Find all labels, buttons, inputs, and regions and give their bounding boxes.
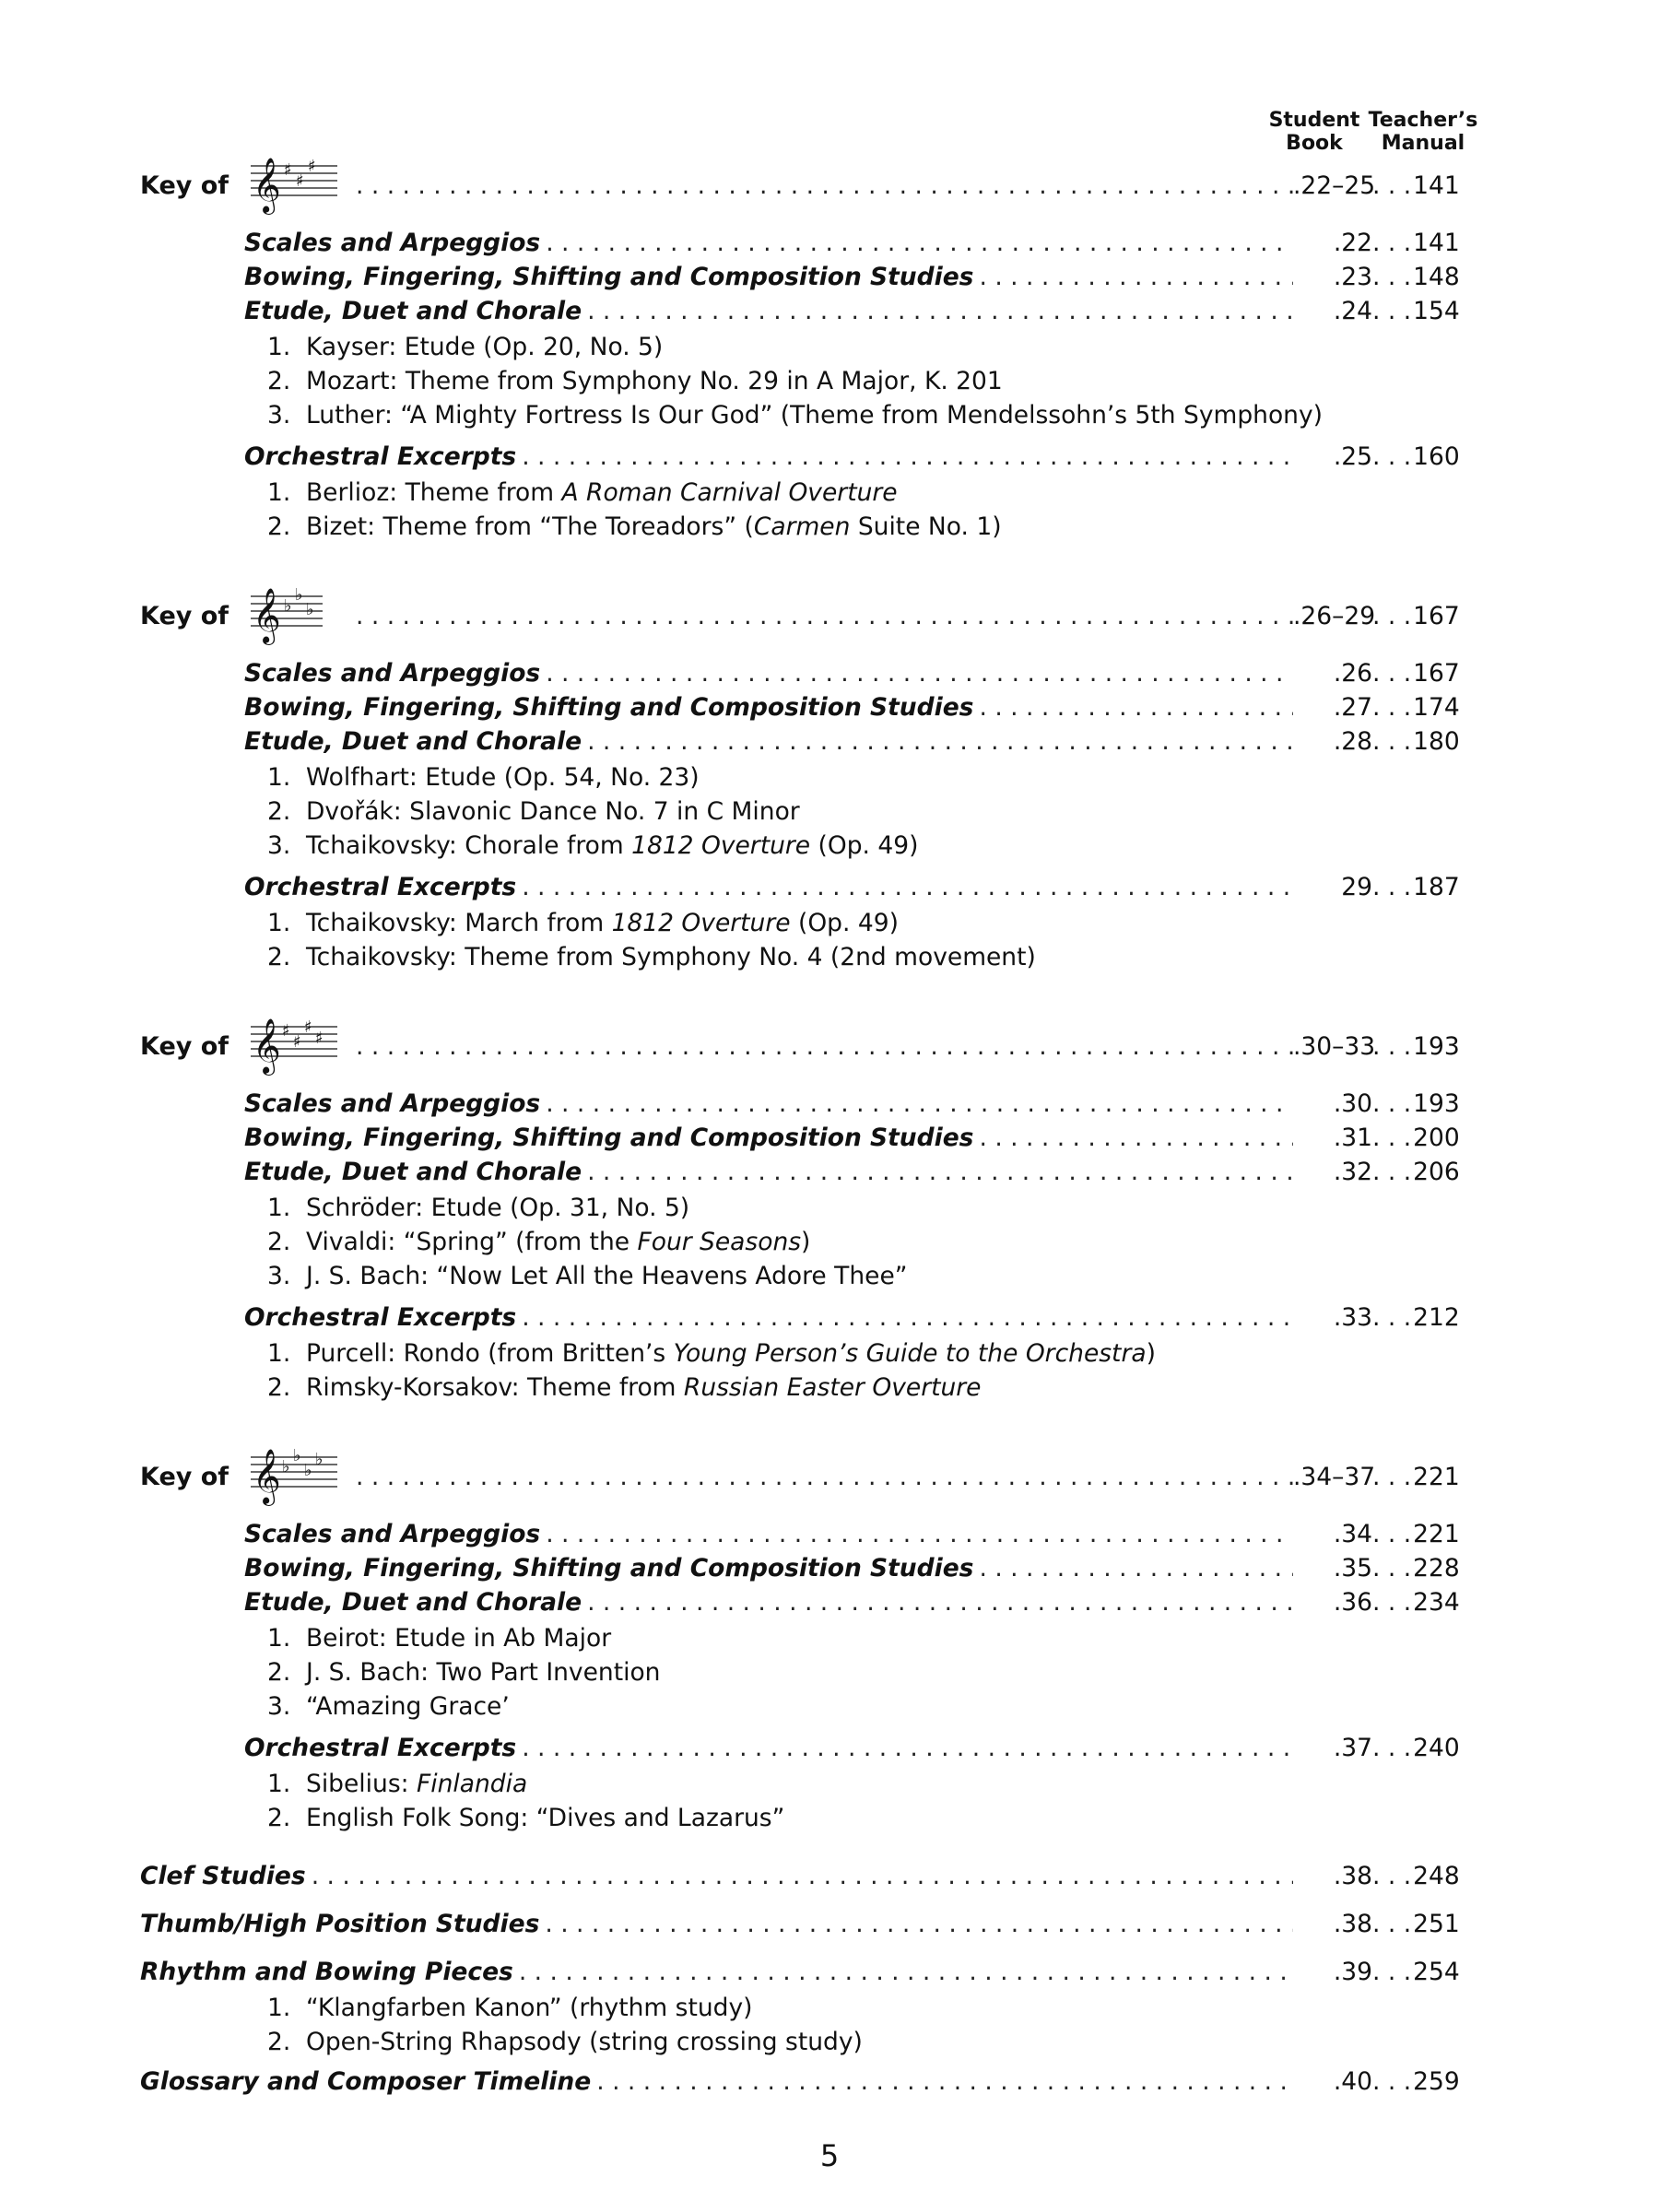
toc-entry-thumb-position[interactable]: Thumb/High Position Studies . . . .38 . . . 251 bbox=[140, 1910, 1452, 1938]
list-item: 2. J. S. Bach: Two Part Invention bbox=[267, 1658, 661, 1687]
list-item: 3. J. S. Bach: “Now Let All the Heavens Adore Thee” bbox=[267, 1262, 908, 1290]
svg-text:♯: ♯ bbox=[284, 160, 292, 180]
key-signature-flats-3-icon bbox=[249, 578, 341, 652]
list-item: 1. Schröder: Etude (Op. 31, No. 5) bbox=[267, 1194, 690, 1222]
etude-list bbox=[267, 330, 1323, 432]
key-signature-sharps-4-icon bbox=[249, 1008, 341, 1082]
list-item: 2. Tchaikovsky: Theme from Symphony No. 4 (2nd movement) bbox=[267, 943, 1036, 971]
svg-text:♭: ♭ bbox=[315, 1450, 324, 1469]
key-section-header bbox=[140, 578, 1460, 652]
svg-text:♭: ♭ bbox=[304, 1461, 312, 1480]
toc-entry-clef-studies[interactable]: Clef Studies . . . .38 . . . 248 bbox=[140, 1862, 1452, 1890]
list-item: 1. Sibelius: Finlandia bbox=[267, 1770, 528, 1798]
key-pages-row[interactable]: . . . .26–29 . . . 167 bbox=[350, 602, 1452, 630]
key-section-header bbox=[140, 1439, 1460, 1512]
svg-text:𝄞: 𝄞 bbox=[253, 588, 281, 643]
key-pages-row[interactable]: . . . .34–37 . . . 221 bbox=[350, 1463, 1452, 1491]
toc-entry-scales[interactable]: Scales and Arpeggios . . . .30 . . . 193 bbox=[244, 1089, 1452, 1118]
list-item: 1. Beirot: Etude in Ab Major bbox=[267, 1624, 612, 1653]
key-label: Key of bbox=[140, 1463, 229, 1491]
orchestral-list bbox=[267, 1767, 784, 1835]
toc-entry-etude[interactable]: Etude, Duet and Chorale . . . .24 . . . 154 bbox=[244, 297, 1452, 325]
list-item: 1. Tchaikovsky: March from 1812 Overture (Op. 49) bbox=[267, 909, 899, 937]
toc-entry-bowing[interactable]: Bowing, Fingering, Shifting and Composition Studies . . . .35 . . . 228 bbox=[244, 1554, 1452, 1583]
toc-entry-rhythm-bowing[interactable]: Rhythm and Bowing Pieces . . . .39 . . . 254 bbox=[140, 1958, 1452, 1986]
list-item: 2. Bizet: Theme from “The Toreadors” (Carmen Suite No. 1) bbox=[267, 512, 1002, 541]
key-label: Key of bbox=[140, 171, 229, 200]
list-item: 3. Luther: “A Mighty Fortress Is Our God” (Theme from Mendelssohn’s 5th Symphony) bbox=[267, 401, 1323, 429]
svg-text:♯: ♯ bbox=[304, 1018, 312, 1037]
toc-entry-scales[interactable]: Scales and Arpeggios . . . .22 . . . 141 bbox=[244, 229, 1452, 257]
list-item: 2. Dvořák: Slavonic Dance No. 7 in C Minor bbox=[267, 797, 800, 826]
list-item: 2. Vivaldi: “Spring” (from the Four Seasons) bbox=[267, 1228, 811, 1256]
svg-text:♭: ♭ bbox=[295, 585, 303, 605]
page-number: 5 bbox=[819, 2138, 840, 2173]
toc-entry-bowing[interactable]: Bowing, Fingering, Shifting and Composition Studies . . . .23 . . . 148 bbox=[244, 263, 1452, 291]
toc-entry-scales[interactable]: Scales and Arpeggios . . . .34 . . . 221 bbox=[244, 1520, 1452, 1548]
svg-text:♯: ♯ bbox=[293, 1032, 301, 1052]
toc-entry-glossary[interactable]: Glossary and Composer Timeline . . . .40 . . . 259 bbox=[140, 2067, 1452, 2096]
toc-entry-etude[interactable]: Etude, Duet and Chorale . . . .28 . . . 180 bbox=[244, 727, 1452, 756]
etude-list bbox=[267, 760, 918, 863]
etude-list bbox=[267, 1191, 907, 1293]
svg-text:♯: ♯ bbox=[282, 1021, 290, 1041]
toc-entry-etude[interactable]: Etude, Duet and Chorale . . . .36 . . . 234 bbox=[244, 1588, 1452, 1617]
key-label: Key of bbox=[140, 602, 229, 630]
key-signature-flats-4-icon bbox=[249, 1439, 341, 1512]
list-item: 1. Purcell: Rondo (from Britten’s Young Person’s Guide to the Orchestra) bbox=[267, 1339, 1156, 1368]
key-label: Key of bbox=[140, 1032, 229, 1061]
key-section-header bbox=[140, 1008, 1460, 1082]
list-item: 3. Tchaikovsky: Chorale from 1812 Overture (Op. 49) bbox=[267, 831, 919, 860]
svg-text:♭: ♭ bbox=[306, 600, 314, 619]
svg-text:♯: ♯ bbox=[296, 171, 304, 191]
key-signature-sharps-3-icon bbox=[249, 147, 341, 221]
teachers-manual-header: Teacher’s Manual bbox=[1368, 109, 1478, 155]
list-item: 2. Rimsky-Korsakov: Theme from Russian Easter Overture bbox=[267, 1373, 982, 1402]
key-pages-row[interactable]: . . . .22–25 . . . 141 bbox=[350, 171, 1452, 200]
svg-text:𝄞: 𝄞 bbox=[253, 158, 281, 213]
list-item: 3. “Amazing Grace’ bbox=[267, 1692, 510, 1721]
svg-text:𝄞: 𝄞 bbox=[253, 1018, 281, 1074]
toc-entry-orchestral[interactable]: Orchestral Excerpts . . . .25 . . . 160 bbox=[244, 442, 1452, 471]
toc-entry-bowing[interactable]: Bowing, Fingering, Shifting and Composition Studies . . . .27 . . . 174 bbox=[244, 693, 1452, 722]
student-book-header: Student Book bbox=[1268, 109, 1360, 155]
toc-entry-scales[interactable]: Scales and Arpeggios . . . .26 . . . 167 bbox=[244, 659, 1452, 688]
key-section-header bbox=[140, 147, 1460, 221]
toc-entry-bowing[interactable]: Bowing, Fingering, Shifting and Composition Studies . . . .31 . . . 200 bbox=[244, 1124, 1452, 1152]
key-pages-row[interactable]: . . . .30–33 . . . 193 bbox=[350, 1032, 1452, 1061]
rhythm-list bbox=[267, 1991, 863, 2059]
list-item: 1. “Klangfarben Kanon” (rhythm study) bbox=[267, 1994, 753, 2022]
svg-text:𝄞: 𝄞 bbox=[253, 1449, 281, 1504]
orchestral-list bbox=[267, 1336, 1156, 1405]
list-item: 1. Kayser: Etude (Op. 20, No. 5) bbox=[267, 333, 664, 361]
svg-text:♭: ♭ bbox=[284, 596, 292, 616]
svg-text:♯: ♯ bbox=[315, 1029, 324, 1048]
toc-entry-orchestral[interactable]: Orchestral Excerpts . . . .37 . . . 240 bbox=[244, 1734, 1452, 1762]
svg-text:♭: ♭ bbox=[293, 1446, 301, 1465]
orchestral-list bbox=[267, 476, 1002, 544]
orchestral-list bbox=[267, 906, 1036, 974]
svg-text:♭: ♭ bbox=[282, 1457, 290, 1477]
list-item: 2. Open-String Rhapsody (string crossing study) bbox=[267, 2028, 863, 2056]
toc-entry-etude[interactable]: Etude, Duet and Chorale . . . .32 . . . 206 bbox=[244, 1158, 1452, 1186]
toc-entry-orchestral[interactable]: Orchestral Excerpts . . . 29 . . . 187 bbox=[244, 873, 1452, 901]
etude-list bbox=[267, 1621, 660, 1724]
svg-text:♯: ♯ bbox=[308, 157, 316, 176]
toc-entry-orchestral[interactable]: Orchestral Excerpts . . . .33 . . . 212 bbox=[244, 1303, 1452, 1332]
list-item: 1. Wolfhart: Etude (Op. 54, No. 23) bbox=[267, 763, 700, 792]
list-item: 1. Berlioz: Theme from A Roman Carnival Overture bbox=[267, 478, 898, 507]
list-item: 2. Mozart: Theme from Symphony No. 29 in A Major, K. 201 bbox=[267, 367, 1003, 395]
list-item: 2. English Folk Song: “Dives and Lazarus” bbox=[267, 1804, 785, 1832]
